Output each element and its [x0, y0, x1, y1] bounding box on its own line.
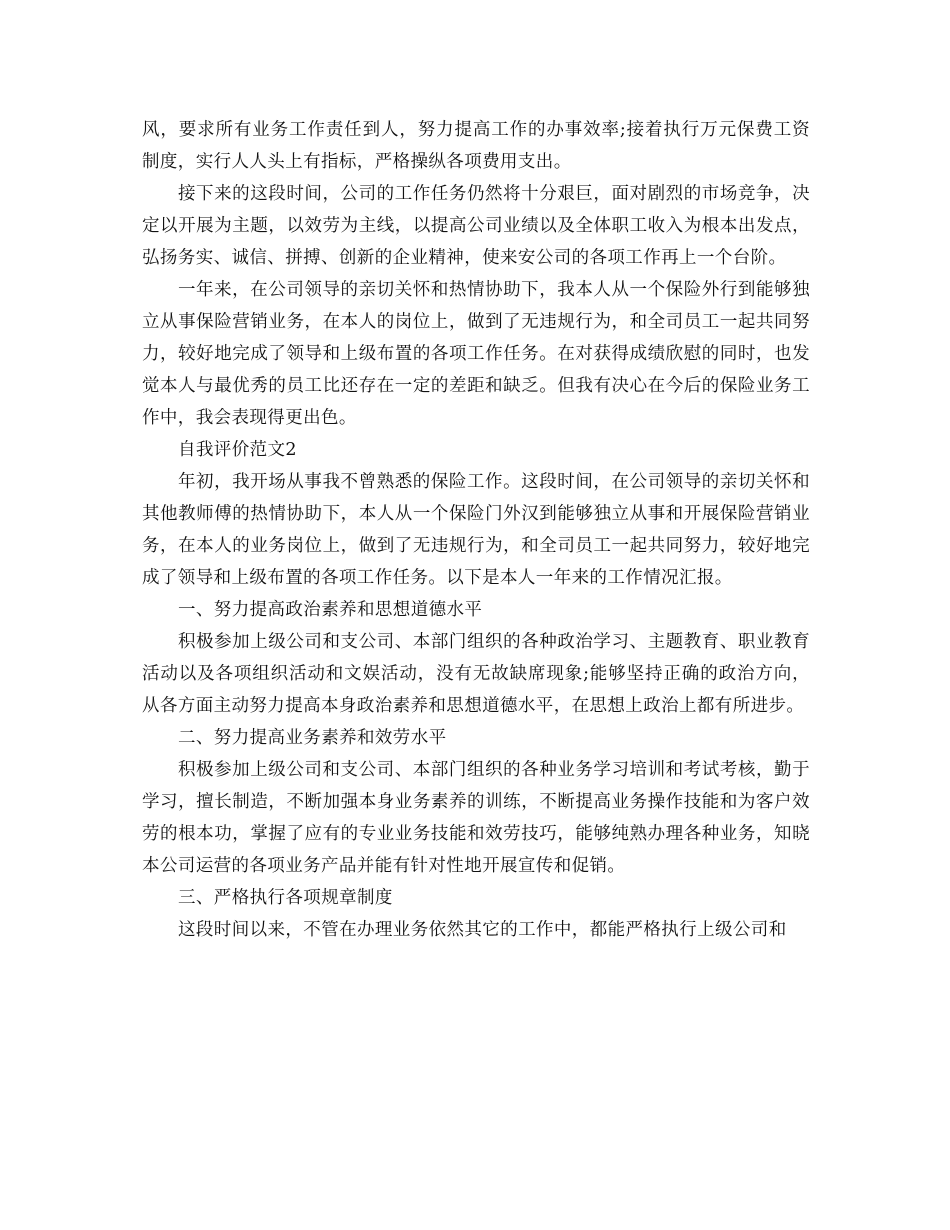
paragraph: 年初，我开场从事我不曾熟悉的保险工作。这段时间，在公司领导的亲切关怀和其他教师傅的热情协助下，本人从一个保险门外汉到能够独立从事和开展保险营销业务，在本人的业务岗位上，做到了无违规行为，和全司员工一起共同努力，较好地完成了领导和上级布置的各项工作任务。以下是本人一年来的工作情况汇报。: [142, 472, 810, 588]
paragraph: 一年来，在公司领导的亲切关怀和热情协助下，我本人从一个保险外行到能够独立从事保险营销业务，在本人的岗位上，做到了无违规行为，和全司员工一起共同努力，较好地完成了领导和上级布置的各项工作任务。在对获得成绩欣慰的同时，也发觉本人与最优秀的员工比还存在一定的差距和缺乏。但我有决心在今后的保险业务工作中，我会表现得更出色。: [142, 280, 810, 428]
section-heading: 二、努力提高业务素养和效劳水平: [178, 728, 447, 748]
paragraph: 风，要求所有业务工作责任到人，努力提高工作的办事效率;接着执行万元保费工资制度，实行人人头上有指标，严格操纵各项费用支出。: [142, 120, 810, 172]
document-body: [142, 114, 810, 946]
paragraph: 这段时间以来，不管在办理业务依然其它的工作中，都能严格执行上级公司和: [178, 920, 787, 940]
section-heading: 三、严格执行各项规章制度: [178, 888, 393, 908]
paragraph: 接下来的这段时间，公司的工作任务仍然将十分艰巨，面对剧烈的市场竞争，决定以开展为主题，以效劳为主线，以提高公司业绩以及全体职工收入为根本出发点，弘扬务实、诚信、拼搏、创新的企业精神，使来安公司的各项工作再上一个台阶。: [142, 184, 810, 268]
section-heading: 一、努力提高政治素养和思想道德水平: [178, 600, 483, 620]
paragraph: 积极参加上级公司和支公司、本部门组织的各种政治学习、主题教育、职业教育活动以及各项组织活动和文娱活动，没有无故缺席现象;能够坚持正确的政治方向，从各方面主动努力提高本身政治素养和思想道德水平，在思想上政治上都有所进步。: [142, 632, 810, 716]
paragraph: 积极参加上级公司和支公司、本部门组织的各种业务学习培训和考试考核，勤于学习，擅长制造，不断加强本身业务素养的训练，不断提高业务操作技能和为客户效劳的根本功，掌握了应有的专业业务技能和效劳技巧，能够纯熟办理各种业务，知晓本公司运营的各项业务产品并能有针对性地开展宣传和促销。: [142, 760, 810, 876]
section-heading: 自我评价范文2: [178, 440, 297, 460]
